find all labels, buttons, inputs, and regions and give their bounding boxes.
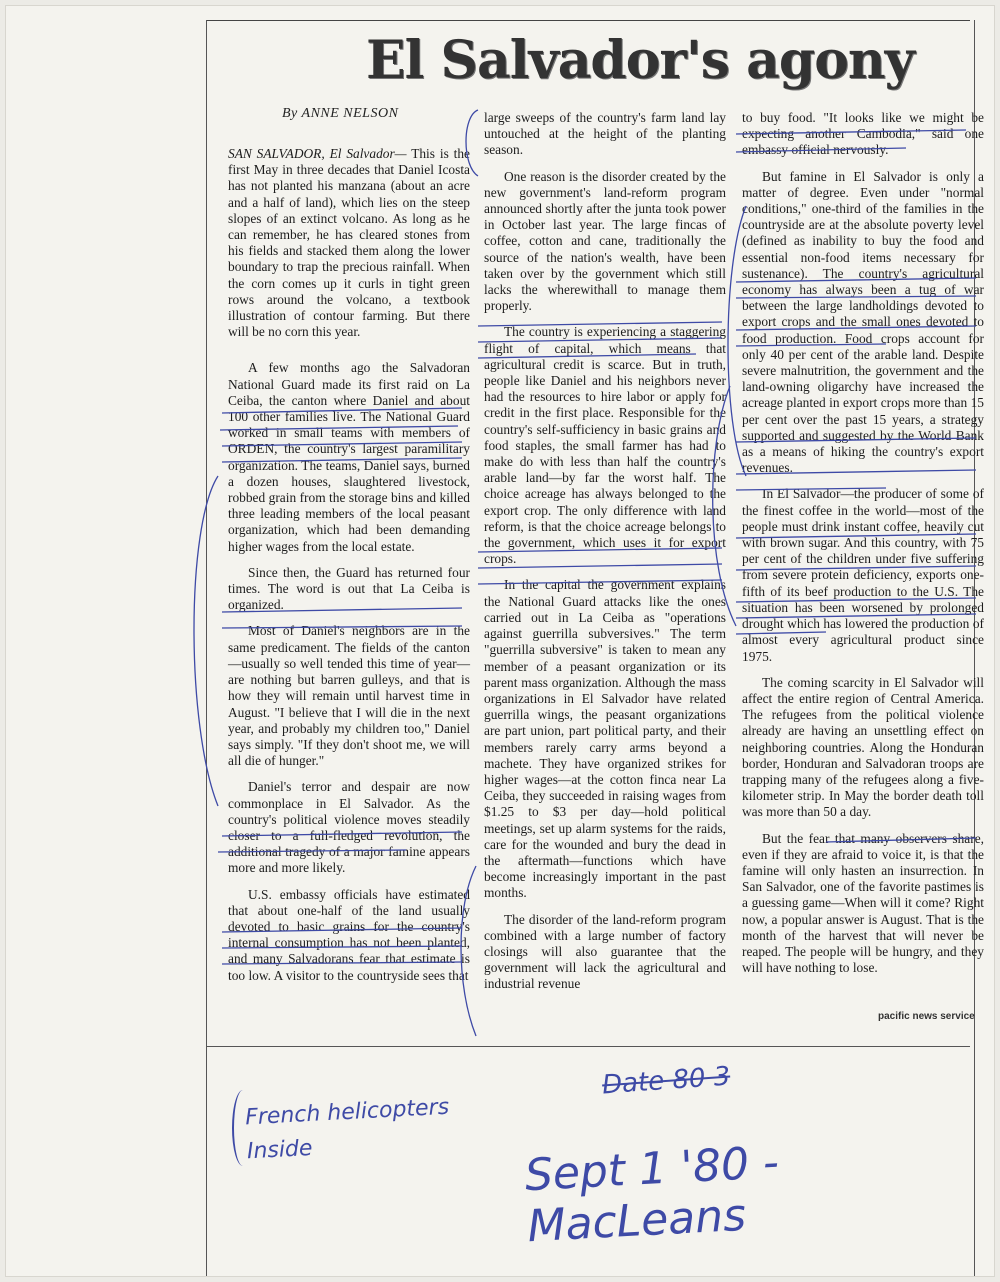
paragraph: The coming scarcity in El Salvador will affect the entire region of Central America. The refugees from the political violence already are having an unsettling effect on neighboring countries. Along the Honduran border, Honduran and Salvadoran troops are trapping many of the refugees along a five-kilometer strip. In May the border death toll was more than 50 a day.: [742, 674, 984, 820]
paragraph: U.S. embassy officials have estimated that about one-half of the land usually devoted to basic grains for the country's internal consumption has not been planted, and many Salvadorans fear that estimate is too low. A visitor to the countryside sees that: [228, 886, 470, 983]
byline: By ANNE NELSON: [282, 106, 399, 121]
handwritten-note: [244, 1091, 451, 1170]
paragraph: large sweeps of the country's farm land lay untouched at the height of the planting season.: [484, 110, 726, 158]
top-border: [206, 6, 970, 21]
paragraph: Daniel's terror and despair are now commonplace in El Salvador. As the country's political violence moves steadily closer to a full-fledged revolution, the additional tragedy of a major famine appears more and more likely.: [228, 779, 470, 876]
left-clip-edge: [206, 20, 207, 1276]
paragraph-text: This is the first May in three decades that Daniel Icosta has not planted his manzana (about an acre and a half of land), which lies on the steep slopes of an extinct volcano. As long as he can remember, he has cleared stones from his fields and stacked them along the lower boundary to trap the precious rainfall. When the corn comes up it curls in tight green rows around the volcano, a textbook illustration of contour farming. But there will be no corn this year.: [228, 146, 470, 340]
paragraph: One reason is the disorder created by the new government's land-reform program announced shortly after the junta took power in October last year. The large fincas of coffee, cotton and cane, traditionally the source of the nation's wealth, have been taken over by the government which still lacks the wherewithall to manage them properly.: [484, 168, 726, 314]
dateline: SAN SALVADOR, El Salvador—: [228, 146, 407, 161]
article-column-3: [742, 110, 984, 986]
news-service-credit: pacific news service: [878, 1011, 975, 1022]
paragraph: In El Salvador—the producer of some of the finest coffee in the world—most of the people must drink instant coffee, heavily cut with brown sugar. And this country, with 75 per cent of the children under five suffering from severe protein deficiency, exports one-fifth of its beef production to the U.S. The situation has been worsened by prolonged drought which has lowered the production of almost every agricultural product since 1975.: [742, 486, 984, 664]
clipping-page: [6, 6, 994, 1276]
paragraph: The country is experiencing a staggering flight of capital, which means that agricultural credit is scarce. But in truth, people like Daniel and his neighbors never had the resources to hire labor or apply for credit in the first place. Responsible for the country's self-sufficiency in basic grains and food staples, the small farmer has had to make do with less than half the country's arable land—by far the worst half. The choice acreage has always belonged to the export crop. The only difference with land reform, is that the choice acreage belongs to the government, which uses it for export crops.: [484, 324, 726, 567]
handwritten-crossed-date: Date 80 3: [601, 1061, 732, 1101]
paragraph: Most of Daniel's neighbors are in the same predicament. The fields of the canton—usually so well tended this time of year—are nothing but barren gulleys, and that is how they will remain until harvest time in August. "I believe that I will die in the next year, and probably my children too," Daniel says simply. "If they don't shoot me, we will all die of hunger.": [228, 623, 470, 769]
paragraph: But famine in El Salvador is only a matter of degree. Even under "normal conditions," one-third of the families in the countryside are at the absolute poverty level (defined as inability to buy the food and essential non-food items necessary for sustenance). The country's agricultural economy has always been a tug of war between the large landholdings devoted to export crops and the small ones devoted to food production. Food crops account for only 40 per cent of the arable land. Despite severe malnutrition, the government and the land-owning oligarchy have increased the acreage planted in export crops more than 15 per cent over the past 15 years, a strategy supported and suggested by the World Bank as a means of hiking the country's export revenues.: [742, 168, 984, 476]
paragraph: to buy food. "It looks like we might be expecting another Cambodia," said one embassy official nervously.: [742, 110, 984, 158]
article-column-2: [484, 110, 726, 1003]
handwritten-note-line: French helicopters: [244, 1094, 450, 1131]
paragraph: A few months ago the Salvadoran National Guard made its first raid on La Ceiba, the canton where Daniel and about 100 other families live. The National Guard worked in small teams with members of ORDEN, the country's largest paramilitary organization. The teams, Daniel says, burned a dozen houses, slaughtered livestock, robbed grain from the storage bins and killed three leading members of the local peasant organization, which had been demanding higher wages from the local estate.: [228, 360, 470, 554]
headline: El Salvador's agony: [366, 30, 914, 91]
paragraph: But the fear that many observers share, even if they are afraid to voice it, is that the famine will only hasten an insurrection. In San Salvador, one of the favorite pastimes is a guessing game—When will it come? Right now, a popular answer is August. That is the month of the harvest that will never be reaped. The people will be hungry, and they will have nothing to lose.: [742, 830, 984, 976]
article-column-1: [228, 146, 470, 994]
paragraph: The disorder of the land-reform program combined with a large number of factory closings will also guarantee that the government will lack the agricultural and industrial revenue: [484, 911, 726, 992]
handwritten-date: Sept 1 '80 - MacLeans: [523, 1137, 781, 1253]
paragraph: In the capital the government explains the National Guard attacks like the ones carried out in La Ceiba as "operations against guerrilla subversives." The term "guerrilla subversive" is taken to mean any member of a peasant organization or its parent mass organization. Although the mass organizations in El Salvador have related guerrilla wings, the peasant organizations are part union, part political party, and their members rarely carry arms beyond a machete. They have organized strikes for higher wages—at the cotton finca near La Ceiba, they succeeded in raising wages from $1.25 to $3 per day—hold political meetings, set up alarm systems for the raids, care for the wounded and bury the dead in the aftermath—functions which have become increasingly important in the past months.: [484, 577, 726, 901]
bottom-border: [206, 1046, 970, 1047]
paragraph: Since then, the Guard has returned four times. The word is out that La Ceiba is organized.: [228, 564, 470, 613]
handwritten-note-line: Inside: [246, 1135, 314, 1165]
dateline-paragraph: [228, 146, 470, 340]
